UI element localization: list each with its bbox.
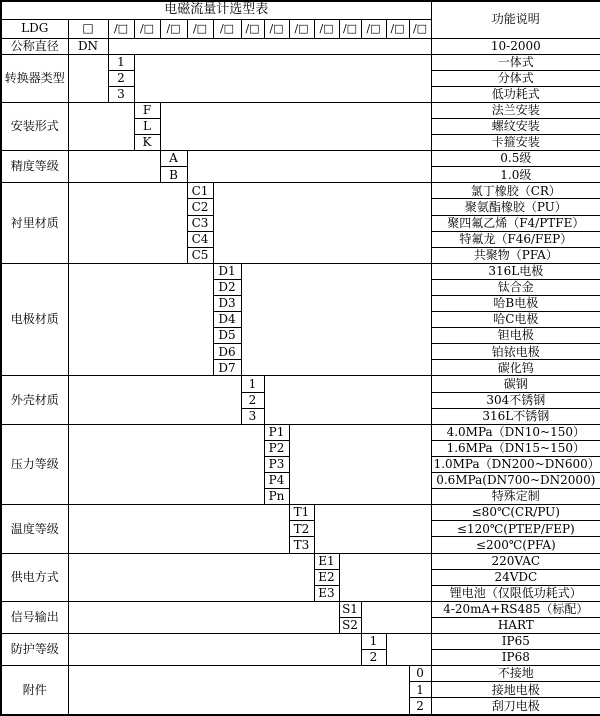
diameter-code: DN bbox=[68, 38, 108, 54]
section-label-protection-rating: 防护等级 bbox=[1, 633, 68, 665]
option-function-power-supply: 220VAC bbox=[431, 553, 600, 569]
filler-cell bbox=[68, 183, 187, 263]
section-label-temperature-rating: 温度等级 bbox=[1, 505, 68, 553]
model-code-slot: /□ bbox=[361, 19, 386, 38]
option-code-installation-type: F bbox=[134, 102, 160, 118]
option-function-temperature-rating: ≤80℃(CR/PU) bbox=[431, 505, 600, 521]
filler-cell bbox=[68, 376, 241, 424]
option-code-liner-material: C1 bbox=[187, 183, 213, 199]
filler-cell bbox=[68, 102, 134, 150]
option-code-accessories: 0 bbox=[409, 666, 431, 682]
model-code-slot: /□ bbox=[264, 19, 289, 38]
model-code-slot: /□ bbox=[187, 19, 213, 38]
option-function-accessories: 接地电极 bbox=[431, 682, 600, 698]
option-code-pressure-rating: P1 bbox=[264, 424, 289, 440]
option-code-converter-type: 2 bbox=[108, 70, 134, 86]
option-function-liner-material: 聚四氟乙烯（F4/PTFE） bbox=[431, 215, 600, 231]
option-function-electrode-material: 哈B电极 bbox=[431, 296, 600, 312]
option-code-converter-type: 3 bbox=[108, 86, 134, 102]
section-label-signal-output: 信号输出 bbox=[1, 601, 68, 633]
filler-cell bbox=[68, 553, 314, 601]
option-function-installation-type: 法兰安装 bbox=[431, 102, 600, 118]
option-function-liner-material: 共聚物（PFA） bbox=[431, 247, 600, 263]
model-code-slot: /□ bbox=[314, 19, 339, 38]
option-function-electrode-material: 碳化钨 bbox=[431, 360, 600, 376]
model-code-slot: /□ bbox=[160, 19, 187, 38]
option-code-electrode-material: D2 bbox=[213, 279, 241, 295]
filler-cell bbox=[289, 424, 431, 504]
option-code-pressure-rating: P4 bbox=[264, 473, 289, 489]
option-code-power-supply: E3 bbox=[314, 585, 339, 601]
filler-cell bbox=[339, 553, 431, 601]
option-function-electrode-material: 铂铱电极 bbox=[431, 344, 600, 360]
filler-cell bbox=[264, 376, 431, 424]
option-code-temperature-rating: T1 bbox=[289, 505, 314, 521]
model-code-prefix: LDG bbox=[1, 19, 68, 38]
option-code-power-supply: E1 bbox=[314, 553, 339, 569]
option-function-signal-output: HART bbox=[431, 617, 600, 633]
option-function: 10-2000 bbox=[431, 38, 600, 54]
filler-cell bbox=[68, 633, 361, 665]
option-code-accuracy-class: A bbox=[160, 151, 187, 167]
option-code-housing-material: 3 bbox=[241, 408, 264, 424]
option-code-installation-type: K bbox=[134, 135, 160, 151]
option-code-housing-material: 2 bbox=[241, 392, 264, 408]
model-code-slot: /□ bbox=[409, 19, 431, 38]
filler-cell bbox=[68, 505, 289, 553]
option-code-pressure-rating: Pn bbox=[264, 489, 289, 505]
option-code-liner-material: C2 bbox=[187, 199, 213, 215]
section-label-liner-material: 衬里材质 bbox=[1, 183, 68, 263]
option-function-housing-material: 碳钢 bbox=[431, 376, 600, 392]
option-code-electrode-material: D1 bbox=[213, 263, 241, 279]
filler-cell bbox=[187, 151, 431, 183]
option-code-installation-type: L bbox=[134, 118, 160, 134]
filler-cell bbox=[134, 54, 431, 102]
option-function-protection-rating: IP68 bbox=[431, 650, 600, 666]
section-label-power-supply: 供电方式 bbox=[1, 553, 68, 601]
filler-cell bbox=[314, 505, 431, 553]
option-code-accessories: 2 bbox=[409, 698, 431, 715]
option-code-power-supply: E2 bbox=[314, 569, 339, 585]
option-function-signal-output: 4-20mA+RS485（标配） bbox=[431, 601, 600, 617]
option-function-liner-material: 聚氨酯橡胶（PU） bbox=[431, 199, 600, 215]
option-function-temperature-rating: ≤120℃(PTEP/FEP) bbox=[431, 521, 600, 537]
option-function-converter-type: 分体式 bbox=[431, 70, 600, 86]
option-code-pressure-rating: P3 bbox=[264, 456, 289, 472]
option-code-liner-material: C5 bbox=[187, 247, 213, 263]
section-label-nominal-diameter: 公称直径 bbox=[1, 38, 68, 54]
filler-cell bbox=[68, 601, 339, 633]
filler-cell bbox=[68, 666, 409, 715]
section-label-accuracy-class: 精度等级 bbox=[1, 151, 68, 183]
option-code-protection-rating: 1 bbox=[361, 633, 386, 649]
model-code-slot: /□ bbox=[386, 19, 409, 38]
option-function-accessories: 不接地 bbox=[431, 666, 600, 682]
section-label-installation-type: 安装形式 bbox=[1, 102, 68, 150]
filler-cell bbox=[386, 633, 431, 665]
option-function-converter-type: 低功耗式 bbox=[431, 86, 600, 102]
model-code-slot: /□ bbox=[108, 19, 134, 38]
option-code-electrode-material: D6 bbox=[213, 344, 241, 360]
option-function-electrode-material: 钽电极 bbox=[431, 328, 600, 344]
filler-cell bbox=[68, 54, 108, 102]
option-function-accuracy-class: 0.5级 bbox=[431, 151, 600, 167]
option-code-converter-type: 1 bbox=[108, 54, 134, 70]
option-function-liner-material: 氯丁橡胶（CR） bbox=[431, 183, 600, 199]
filler-cell bbox=[160, 102, 431, 150]
option-function-housing-material: 304不锈钢 bbox=[431, 392, 600, 408]
model-code-box: □ bbox=[68, 19, 108, 38]
option-function-power-supply: 锂电池（仅限低功耗式） bbox=[431, 585, 600, 601]
filler-cell bbox=[108, 38, 431, 54]
filler-cell bbox=[361, 601, 431, 633]
option-function-electrode-material: 316L电极 bbox=[431, 263, 600, 279]
section-label-housing-material: 外壳材质 bbox=[1, 376, 68, 424]
option-code-accessories: 1 bbox=[409, 682, 431, 698]
option-code-electrode-material: D7 bbox=[213, 360, 241, 376]
option-function-pressure-rating: 0.6MPa(DN700~DN2000) bbox=[431, 473, 600, 489]
section-label-pressure-rating: 压力等级 bbox=[1, 424, 68, 504]
option-function-accuracy-class: 1.0级 bbox=[431, 167, 600, 183]
model-code-slot: /□ bbox=[241, 19, 264, 38]
model-code-slot: /□ bbox=[134, 19, 160, 38]
option-function-pressure-rating: 4.0MPa（DN10~150） bbox=[431, 424, 600, 440]
option-function-electrode-material: 钛合金 bbox=[431, 279, 600, 295]
option-function-protection-rating: IP65 bbox=[431, 633, 600, 649]
filler-cell bbox=[68, 151, 160, 183]
option-code-liner-material: C3 bbox=[187, 215, 213, 231]
option-function-housing-material: 316L不锈钢 bbox=[431, 408, 600, 424]
section-label-converter-type: 转换器类型 bbox=[1, 54, 68, 102]
filler-cell bbox=[213, 183, 431, 263]
option-code-electrode-material: D4 bbox=[213, 312, 241, 328]
option-function-installation-type: 螺纹安装 bbox=[431, 118, 600, 134]
option-code-electrode-material: D5 bbox=[213, 328, 241, 344]
option-function-accessories: 刮刀电极 bbox=[431, 698, 600, 715]
option-code-pressure-rating: P2 bbox=[264, 440, 289, 456]
option-function-converter-type: 一体式 bbox=[431, 54, 600, 70]
model-code-slot: /□ bbox=[213, 19, 241, 38]
option-function-installation-type: 卡箍安装 bbox=[431, 135, 600, 151]
filler-cell bbox=[68, 263, 213, 376]
option-code-signal-output: S1 bbox=[339, 601, 361, 617]
section-label-accessories: 附件 bbox=[1, 666, 68, 715]
option-code-temperature-rating: T3 bbox=[289, 537, 314, 553]
option-code-electrode-material: D3 bbox=[213, 296, 241, 312]
option-function-temperature-rating: ≤200℃(PFA) bbox=[431, 537, 600, 553]
option-code-signal-output: S2 bbox=[339, 617, 361, 633]
model-code-slot: /□ bbox=[339, 19, 361, 38]
option-code-liner-material: C4 bbox=[187, 231, 213, 247]
option-code-temperature-rating: T2 bbox=[289, 521, 314, 537]
filler-cell bbox=[68, 424, 264, 504]
model-code-slot: /□ bbox=[289, 19, 314, 38]
option-function-power-supply: 24VDC bbox=[431, 569, 600, 585]
option-function-liner-material: 特氟龙（F46/FEP） bbox=[431, 231, 600, 247]
option-function-pressure-rating: 特殊定制 bbox=[431, 489, 600, 505]
option-code-protection-rating: 2 bbox=[361, 650, 386, 666]
filler-cell bbox=[241, 263, 431, 376]
table-title: 电磁流量计选型表 bbox=[1, 1, 431, 19]
option-code-housing-material: 1 bbox=[241, 376, 264, 392]
option-code-accuracy-class: B bbox=[160, 167, 187, 183]
option-function-pressure-rating: 1.6MPa（DN15~150） bbox=[431, 440, 600, 456]
section-label-electrode-material: 电极材质 bbox=[1, 263, 68, 376]
option-function-pressure-rating: 1.0MPa（DN200~DN600） bbox=[431, 456, 600, 472]
function-column-header: 功能说明 bbox=[431, 1, 600, 38]
option-function-electrode-material: 哈C电极 bbox=[431, 312, 600, 328]
